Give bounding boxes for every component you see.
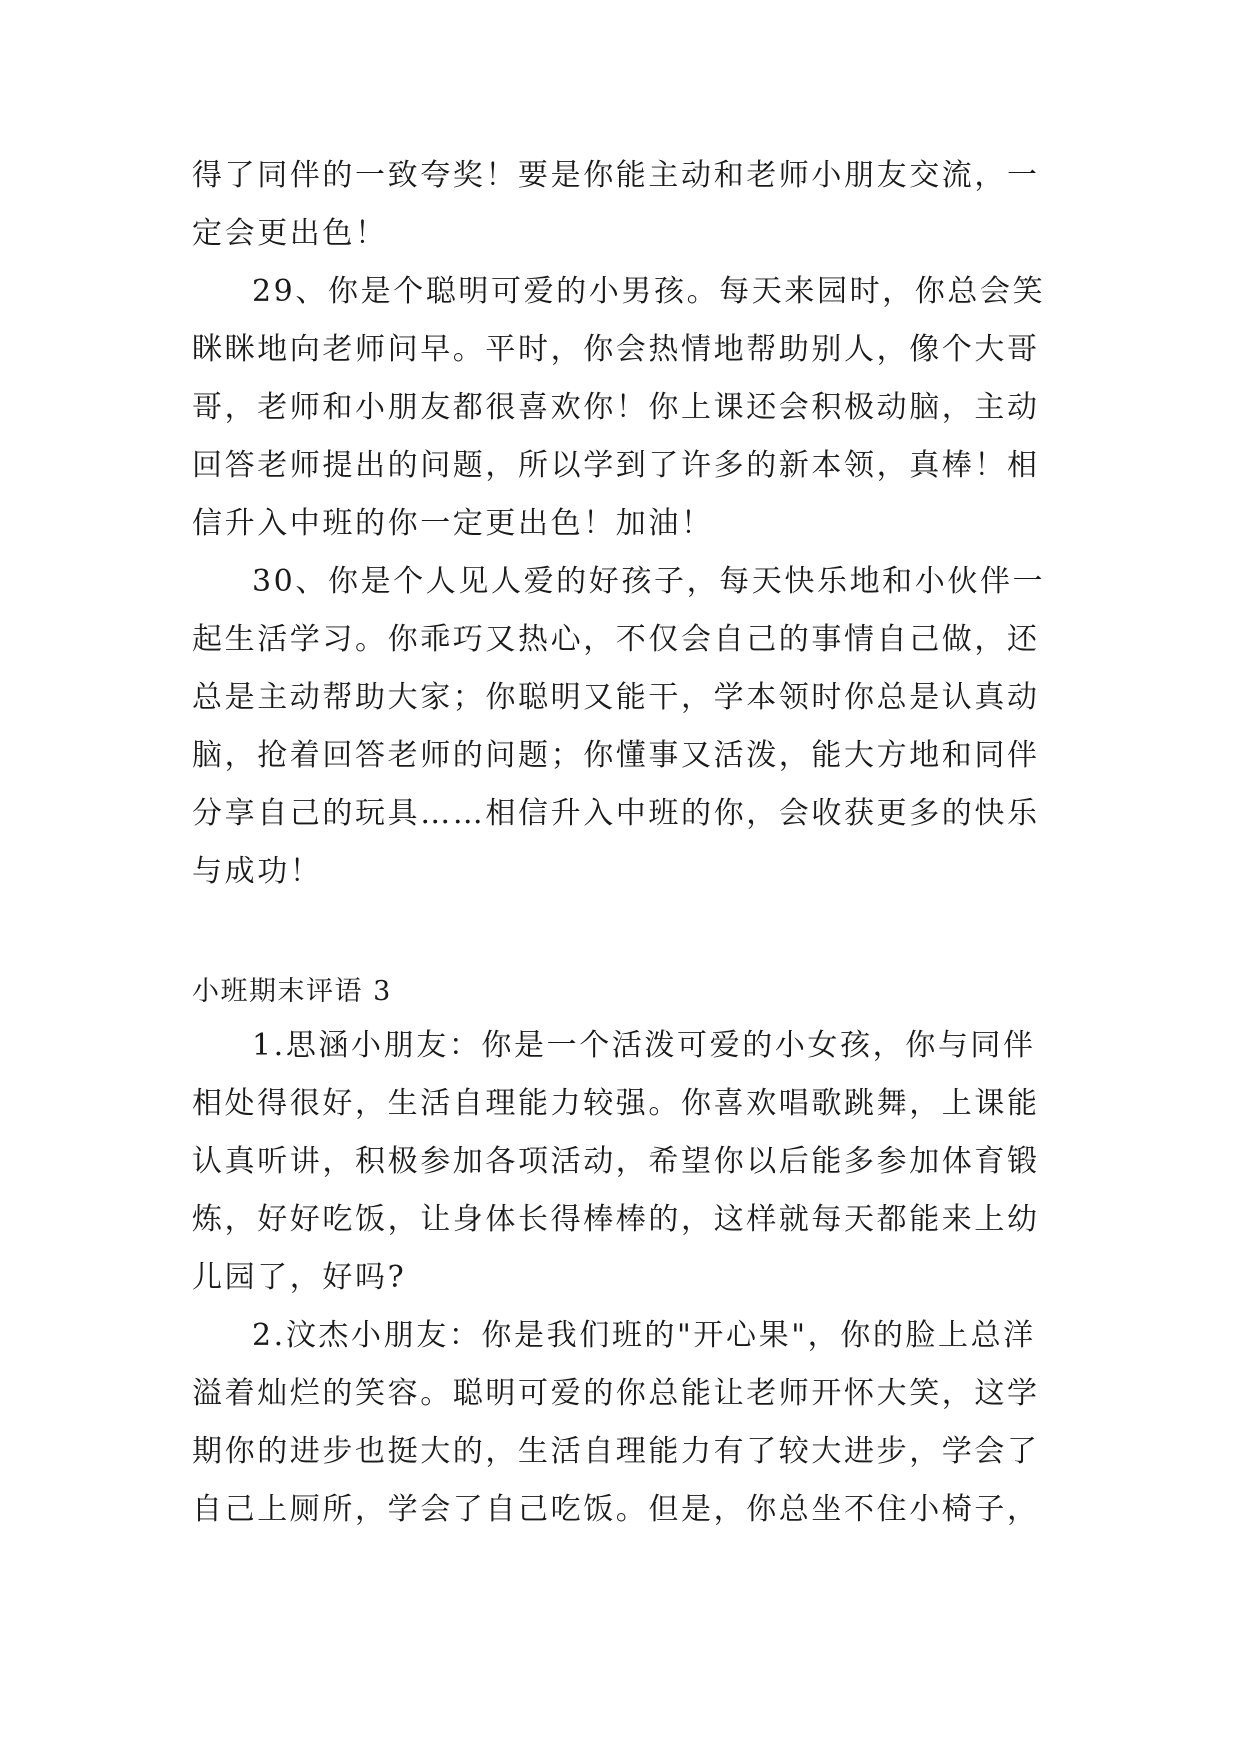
text-line: 儿园了，好吗? [192,1260,407,1295]
section-heading: 小班期末评语 3 [192,976,392,1007]
text-line: 眯眯地向老师问早。平时，你会热情地帮助别人，像个大哥 [192,332,1040,367]
text-line: 信升入中班的你一定更出色！加油！ [192,506,714,541]
text-line: 炼，好好吃饭，让身体长得棒棒的，这样就每天都能来上幼 [192,1202,1040,1237]
paragraph-30-first-line: 30、你是个人见人爱的好孩子，每天快乐地和小伙伴一 [252,564,1046,599]
text-line: 哥，老师和小朋友都很喜欢你！你上课还会积极动脑，主动 [192,390,1040,425]
text-line: 溢着灿烂的笑容。聪明可爱的你总能让老师开怀大笑，这学 [192,1376,1040,1411]
text-line: 得了同伴的一致夸奖！要是你能主动和老师小朋友交流，一 [192,158,1040,193]
text-line: 脑，抢着回答老师的问题；你懂事又活泼，能大方地和同伴 [192,738,1040,773]
text-line: 起生活学习。你乖巧又热心，不仅会自己的事情自己做，还 [192,622,1040,657]
text-line: 回答老师提出的问题，所以学到了许多的新本领，真棒！相 [192,448,1040,483]
text-line: 自己上厕所，学会了自己吃饭。但是，你总坐不住小椅子， [192,1492,1040,1527]
text-line: 分享自己的玩具……相信升入中班的你，会收获更多的快乐 [192,796,1040,831]
text-line: 定会更出色！ [192,216,388,251]
text-line: 认真听讲，积极参加各项活动，希望你以后能多参加体育锻 [192,1144,1040,1179]
paragraph-29-first-line: 29、你是个聪明可爱的小男孩。每天来园时，你总会笑 [252,274,1046,309]
text-line: 总是主动帮助大家；你聪明又能干，学本领时你总是认真动 [192,680,1040,715]
paragraph-1-first-line: 1.思涵小朋友：你是一个活泼可爱的小女孩，你与同伴 [252,1028,1036,1063]
text-line: 相处得很好，生活自理能力较强。你喜欢唱歌跳舞，上课能 [192,1086,1040,1121]
text-line: 期你的进步也挺大的，生活自理能力有了较大进步，学会了 [192,1434,1040,1469]
paragraph-2-first-line: 2.汶杰小朋友：你是我们班的"开心果"，你的脸上总洋 [252,1318,1036,1353]
text-line: 与成功！ [192,854,323,889]
